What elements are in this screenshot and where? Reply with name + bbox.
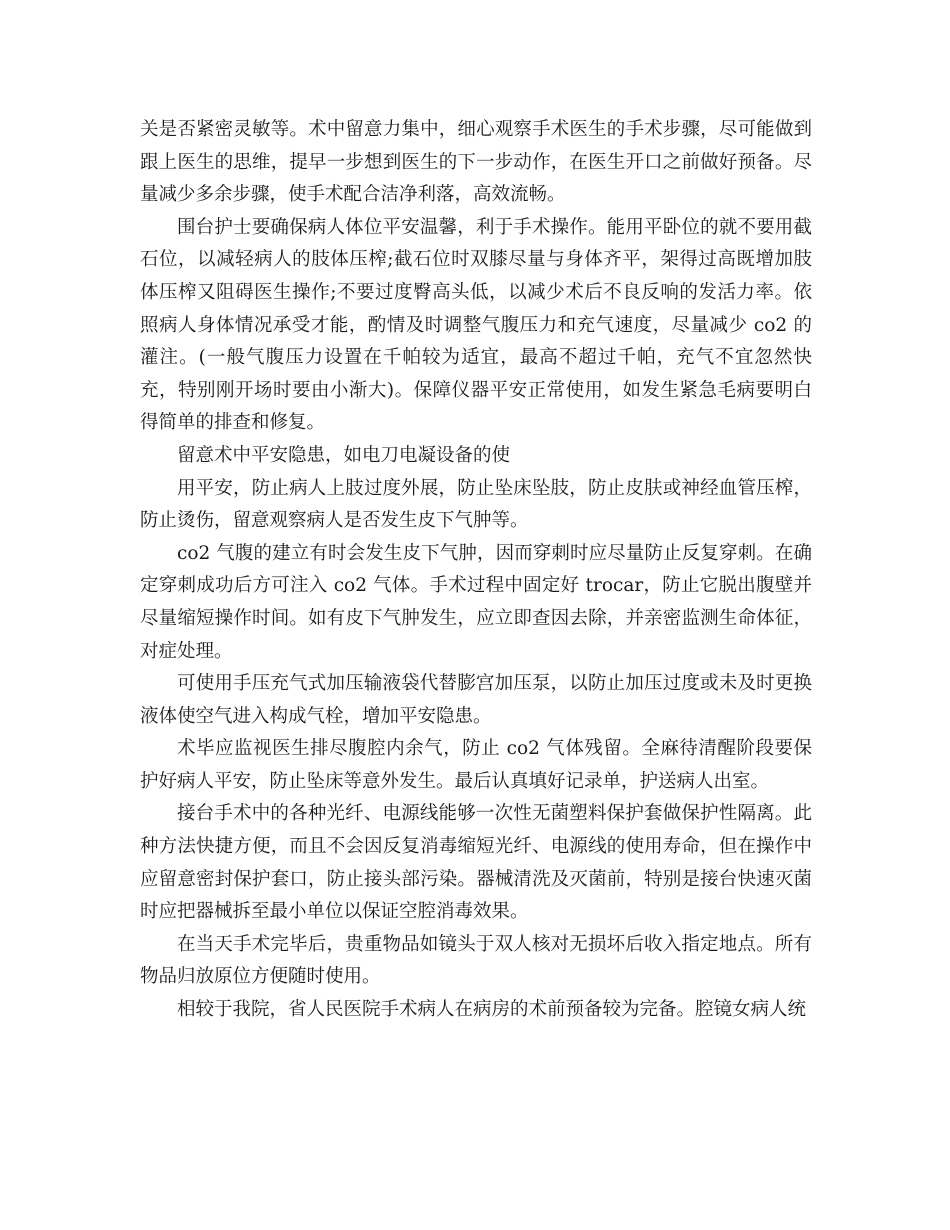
document-body xyxy=(140,114,812,1027)
paragraph-4: 用平安，防止病人上肢过度外展，防止坠床坠肢，防止皮肤或神经血管压榨，防止烫伤，留意观察病人是否发生皮下气肿等。 xyxy=(140,477,812,532)
paragraph-9: 在当天手术完毕后，贵重物品如镜头于双人核对无损坏后收入指定地点。所有物品归放原位方便随时使用。 xyxy=(140,933,812,988)
paragraph-8: 接台手术中的各种光纤、电源线能够一次性无菌塑料保护套做保护性隔离。此种方法快捷方便，而且不会因反复消毒缩短光纤、电源线的使用寿命，但在操作中应留意密封保护套口，防止接头部污染。器械清洗及灭菌前，特别是接台快速灭菌时应把器械拆至最小单位以保证空腔消毒效果。 xyxy=(140,803,812,923)
paragraph-1: 关是否紧密灵敏等。术中留意力集中，细心观察手术医生的手术步骤，尽可能做到跟上医生的思维，提早一步想到医生的下一步动作，在医生开口之前做好预备。尽量减少多余步骤，使手术配合洁净利落，高效流畅。 xyxy=(140,119,812,206)
paragraph-3: 留意术中平安隐患，如电刀电凝设备的使 xyxy=(177,444,511,466)
paragraph-7: 术毕应监视医生排尽腹腔内余气，防止 co2 气体残留。全麻待清醒阶段要保护好病人平安，防止坠床等意外发生。最后认真填好记录单，护送病人出室。 xyxy=(140,738,812,792)
paragraph-5: co2 气腹的建立有时会发生皮下气肿，因而穿刺时应尽量防止反复穿刺。在确定穿刺成功后方可注入 co2 气体。手术过程中固定好 trocar，防止它脱出腹壁并尽量缩短操作时间。如有皮下气肿发生，应立即查因去除，并亲密监测生命体征，对症处理。 xyxy=(140,542,812,662)
paragraph-10: 相较于我院，省人民医院手术病人在病房的术前预备较为完备。腔镜女病人统 xyxy=(177,999,807,1021)
paragraph-6: 可使用手压充气式加压输液袋代替膨宫加压泵，以防止加压过度或未及时更换液体使空气进入构成气栓，增加平安隐患。 xyxy=(140,673,812,727)
paragraph-2: 围台护士要确保病人体位平安温馨，利于手术操作。能用平卧位的就不要用截石位，以减轻病人的肢体压榨;截石位时双膝尽量与身体齐平，架得过高既增加肢体压榨又阻碍医生操作;不要过度臀高头低，以减少术后不良反响的发活力率。依照病人身体情况承受才能，酌情及时调整气腹压力和充气速度，尽量减少 co2 的灌注。(一般气腹压力设置在千帕较为适宜，最高不超过千帕，充气不宜忽然快充，特别刚开场时要由小渐大)。保障仪器平安正常使用，如发生紧急毛病要明白得简单的排查和修复。 xyxy=(140,216,812,434)
